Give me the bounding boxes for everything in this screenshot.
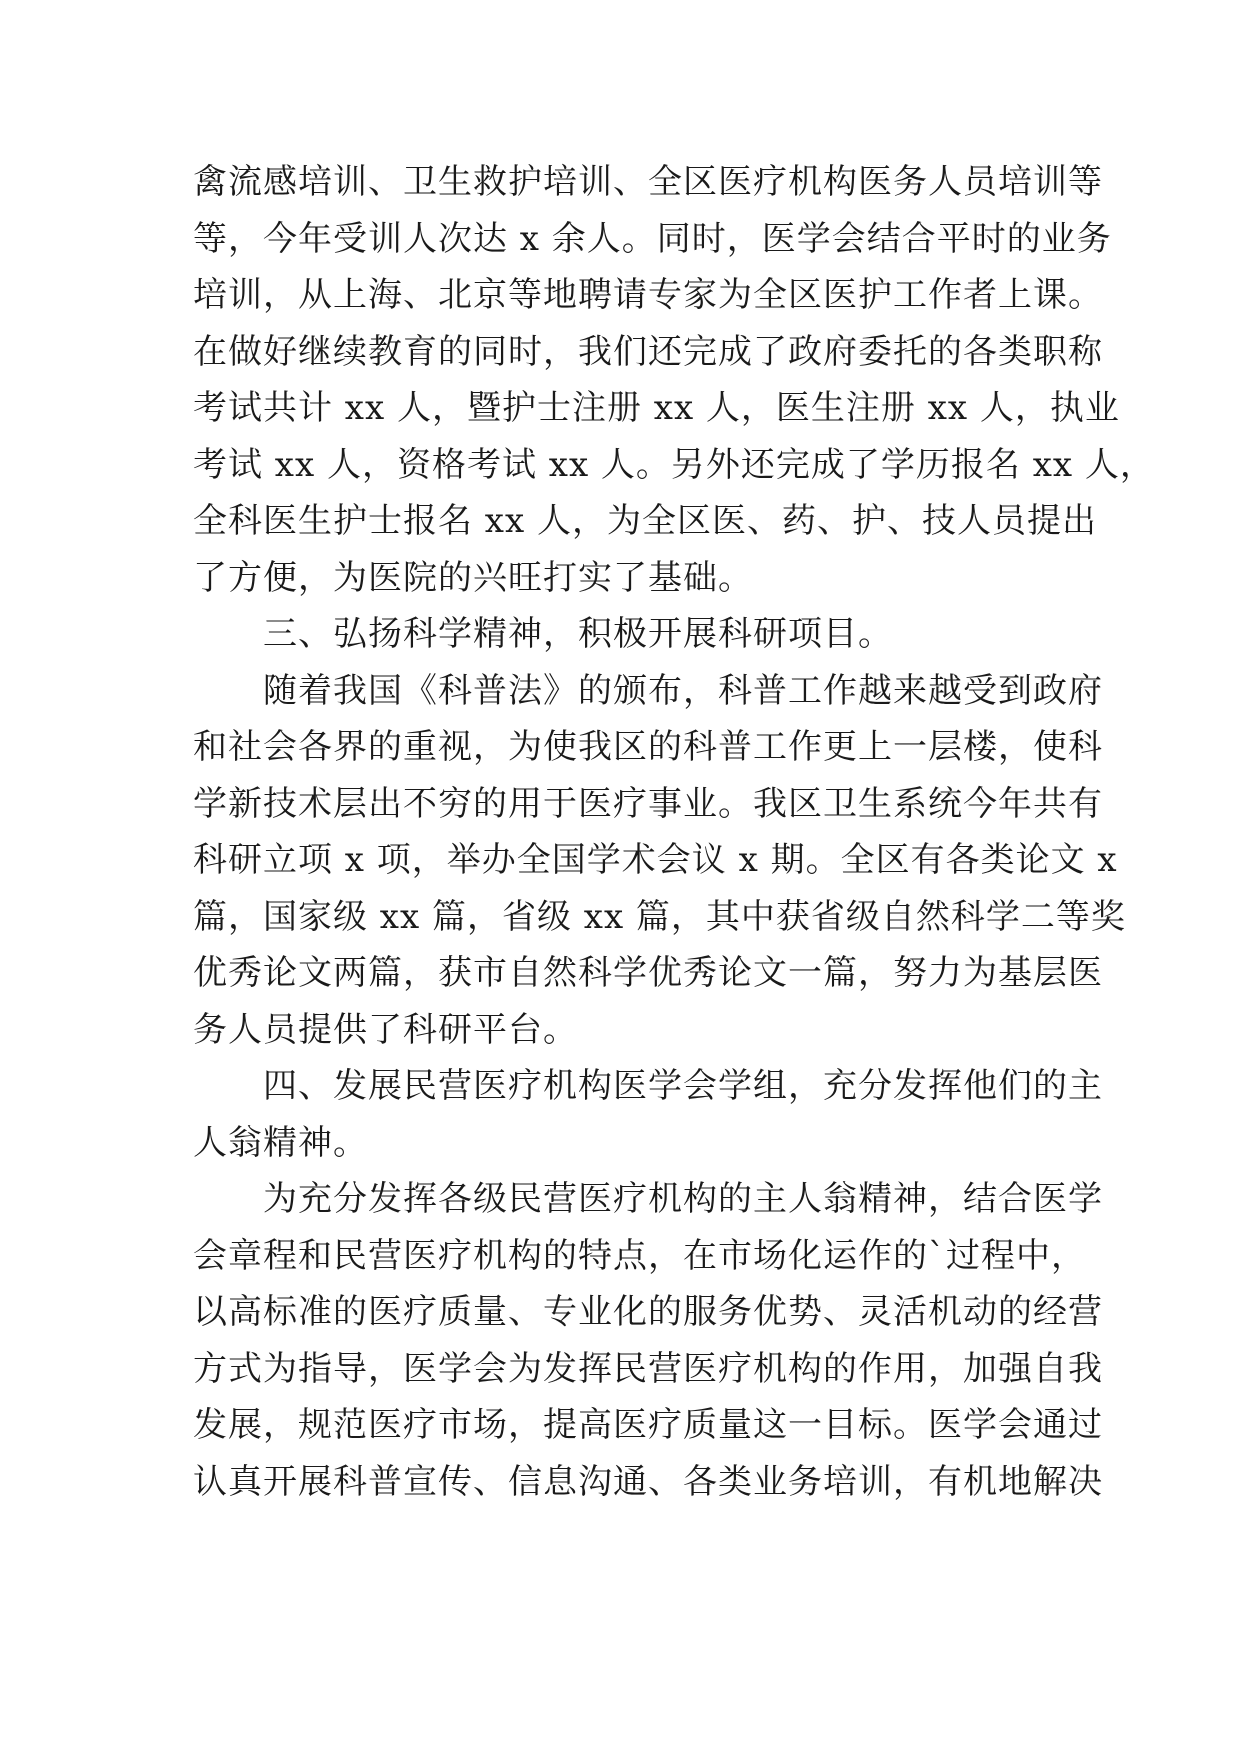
text-line: 务人员提供了科研平台。 [193,1009,578,1050]
text-line: 以高标准的医疗质量、专业化的服务优势、灵活机动的经营 [193,1292,1103,1332]
section-heading-continued: 人翁精神。 [193,1122,368,1163]
section-heading: 三、弘扬科学精神，积极开展科研项目。 [193,614,893,654]
text-line: 科研立项 x 项，举办全国学术会议 x 期。全区有各类论文 x [193,840,1118,880]
text-line: 禽流感培训、卫生救护培训、全区医疗机构医务人员培训等 [193,162,1103,202]
text-line: 培训，从上海、北京等地聘请专家为全区医护工作者上课。 [193,275,1103,315]
text-line: 考试共计 xx 人，暨护士注册 xx 人，医生注册 xx 人，执业 [193,388,1120,428]
text-line: 学新技术层出不穷的用于医疗事业。我区卫生系统今年共有 [193,783,1103,824]
text-line: 考试 xx 人，资格考试 xx 人。另外还完成了学历报名 xx 人， [193,444,1155,485]
text-line: 全科医生护士报名 xx 人，为全区医、药、护、技人员提出 [193,501,1097,541]
text-line: 随着我国《科普法》的颁布，科普工作越来越受到政府 [193,670,1103,711]
text-line: 方式为指导，医学会为发挥民营医疗机构的作用，加强自我 [193,1348,1103,1389]
text-line: 和社会各界的重视，为使我区的科普工作更上一层楼，使科 [193,727,1103,767]
document-body [193,154,1155,1510]
text-line: 认真开展科普宣传、信息沟通、各类业务培训，有机地解决 [193,1461,1103,1502]
text-line: 优秀论文两篇，获市自然科学优秀论文一篇，努力为基层医 [193,953,1103,993]
text-line: 会章程和民营医疗机构的特点，在市场化运作的`过程中， [193,1235,1086,1276]
text-line: 了方便，为医院的兴旺打实了基础。 [193,557,753,598]
text-line: 等，今年受训人次达 x 余人。同时，医学会结合平时的业务 [193,218,1112,259]
text-line: 在做好继续教育的同时，我们还完成了政府委托的各类职称 [193,331,1103,372]
text-line: 篇，国家级 xx 篇，省级 xx 篇，其中获省级自然科学二等奖 [193,896,1126,937]
text-line: 为充分发挥各级民营医疗机构的主人翁精神，结合医学 [193,1179,1103,1219]
section-heading: 四、发展民营医疗机构医学会学组，充分发挥他们的主 [193,1066,1103,1106]
text-line: 发展，规范医疗市场，提高医疗质量这一目标。医学会通过 [193,1405,1103,1445]
